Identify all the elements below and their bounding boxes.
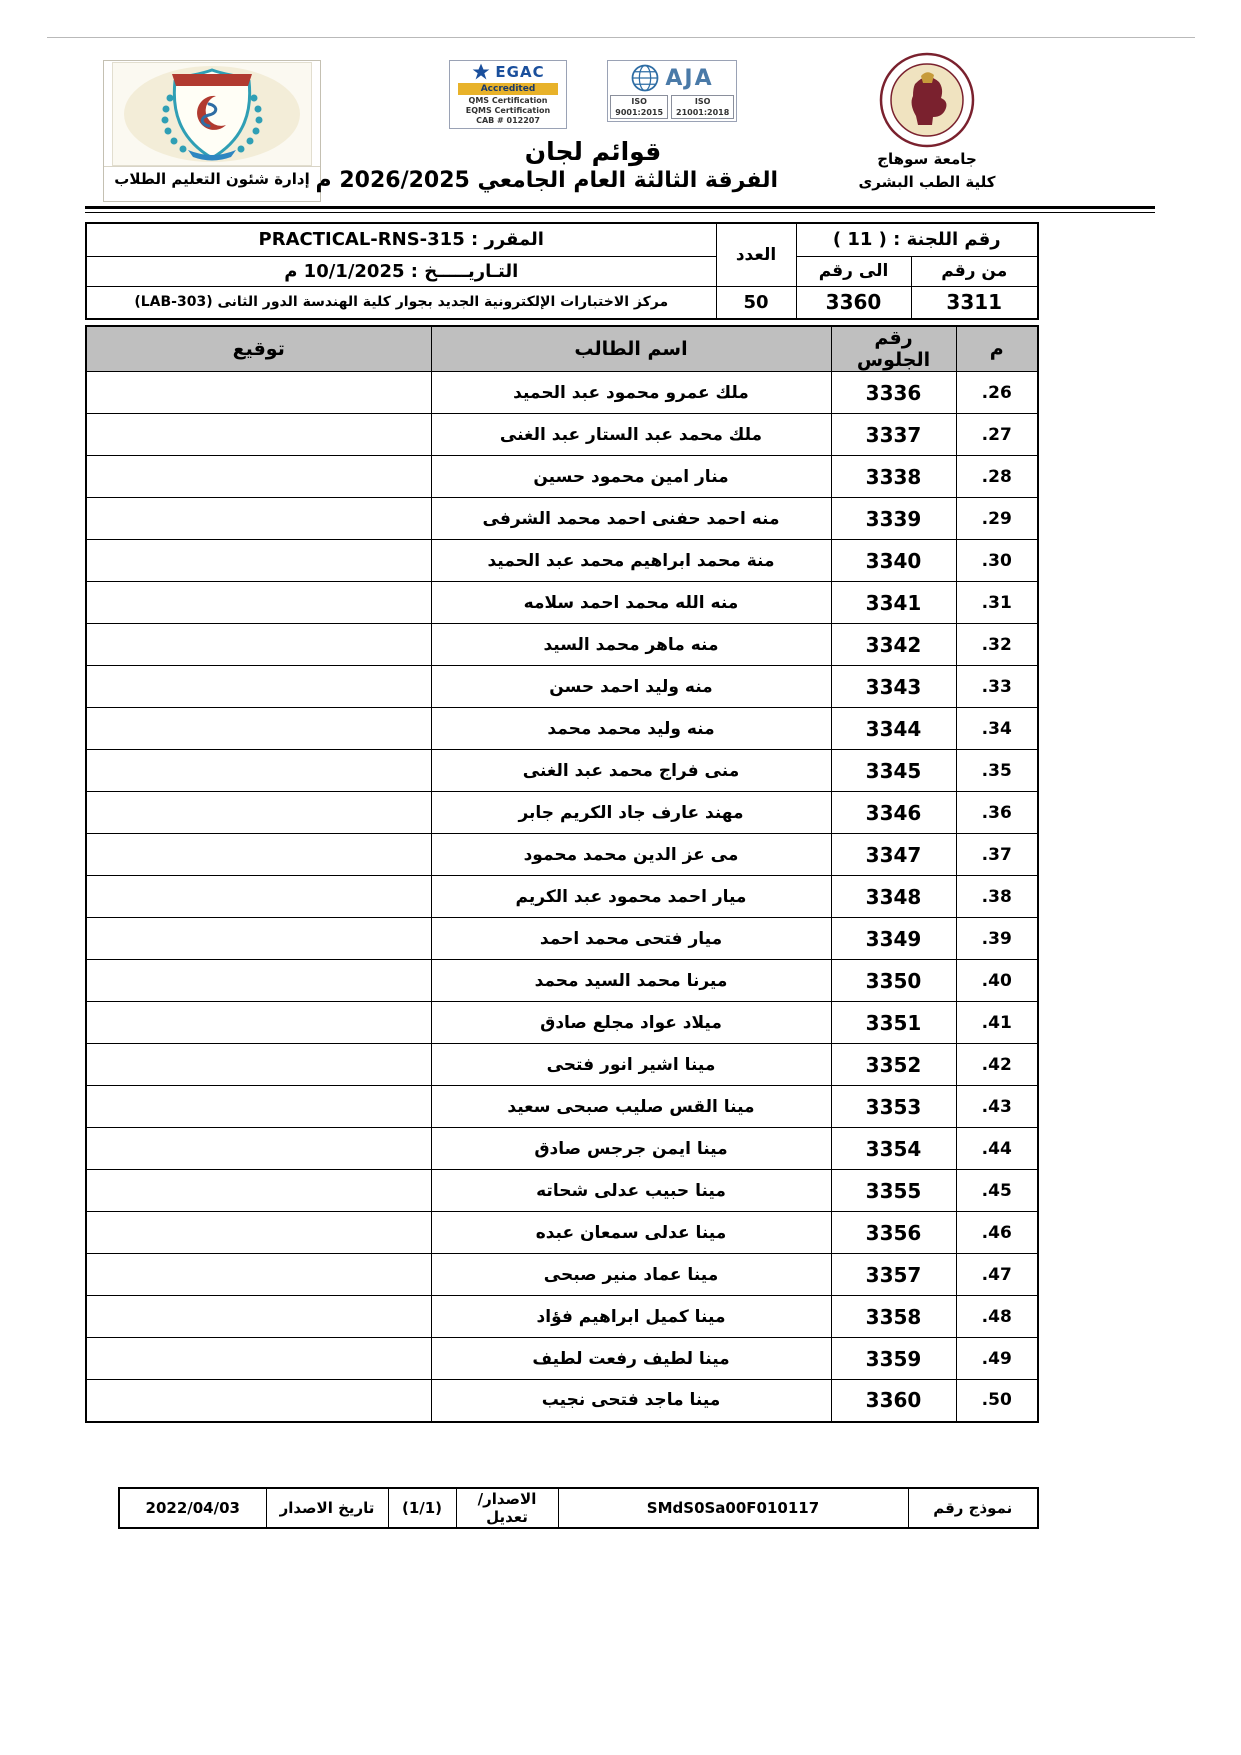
table-row <box>86 918 1038 960</box>
table-row <box>86 1338 1038 1380</box>
faculty-of-medicine-logo-icon <box>112 62 312 166</box>
egac-cert-line: EQMS Certification <box>465 106 551 115</box>
signature-cell <box>86 414 431 456</box>
egac-star-icon <box>471 62 491 82</box>
table-row <box>86 792 1038 834</box>
seat-number-cell: 3357 <box>831 1254 956 1296</box>
student-name-cell: منه وليد احمد حسن <box>431 666 831 708</box>
egac-certification-badge <box>449 60 567 129</box>
issue-date-label-cell: تاريخ الاصدار <box>266 1488 388 1528</box>
revision-label-cell: الاصدار/تعديل <box>456 1488 558 1528</box>
table-row <box>86 1044 1038 1086</box>
index-cell: 27. <box>956 414 1038 456</box>
table-row <box>86 1002 1038 1044</box>
table-row <box>86 1170 1038 1212</box>
signature-cell <box>86 1002 431 1044</box>
signature-cell <box>86 582 431 624</box>
seat-number-cell: 3348 <box>831 876 956 918</box>
page-title: قوائم لجان <box>524 137 662 166</box>
certification-badges <box>408 60 778 130</box>
seat-number-cell: 3347 <box>831 834 956 876</box>
footer-form-table <box>118 1487 1039 1529</box>
aja-certification-badge <box>607 60 737 122</box>
seat-number-cell: 3341 <box>831 582 956 624</box>
index-cell: 28. <box>956 456 1038 498</box>
index-cell: 39. <box>956 918 1038 960</box>
seat-number-cell: 3336 <box>831 372 956 414</box>
student-name-cell: مينا ماجد فتحى نجيب <box>431 1380 831 1422</box>
seat-number-cell: 3352 <box>831 1044 956 1086</box>
table-row <box>86 1296 1038 1338</box>
signature-cell <box>86 1128 431 1170</box>
aja-iso-21001-label: ISO 21001:2018 <box>671 95 734 119</box>
table-row <box>86 750 1038 792</box>
table-row <box>86 498 1038 540</box>
department-caption: إدارة شئون التعليم الطلاب <box>104 166 320 188</box>
index-cell: 32. <box>956 624 1038 666</box>
faculty-name: كلية الطب البشرى <box>858 172 996 191</box>
signature-cell <box>86 750 431 792</box>
to-number-label-cell: الى رقم <box>796 256 911 286</box>
seat-number-cell: 3354 <box>831 1128 956 1170</box>
index-cell: 35. <box>956 750 1038 792</box>
student-name-cell: ميار احمد محمود عبد الكريم <box>431 876 831 918</box>
to-number-value-cell: 3360 <box>796 286 911 319</box>
table-row <box>86 834 1038 876</box>
signature-cell <box>86 372 431 414</box>
students-table <box>85 325 1039 1423</box>
sohag-university-logo-icon <box>879 52 975 148</box>
student-name-cell: مينا عماد منير صبحى <box>431 1254 831 1296</box>
index-cell: 49. <box>956 1338 1038 1380</box>
student-name-cell: منه وليد محمد محمد <box>431 708 831 750</box>
count-value-cell: 50 <box>716 286 796 319</box>
signature-cell <box>86 1296 431 1338</box>
seat-number-cell: 3344 <box>831 708 956 750</box>
table-row <box>86 372 1038 414</box>
table-row <box>86 1254 1038 1296</box>
student-name-cell: مى عز الدين محمد محمود <box>431 834 831 876</box>
seat-number-cell: 3359 <box>831 1338 956 1380</box>
index-cell: 38. <box>956 876 1038 918</box>
faculty-logo-block <box>103 60 321 202</box>
student-name-cell: منار امين محمود حسين <box>431 456 831 498</box>
table-row <box>86 1128 1038 1170</box>
seat-number-cell: 3339 <box>831 498 956 540</box>
exam-location-cell: مركز الاختبارات الإلكترونية الجديد بجوار كلية الهندسة الدور الثانى (LAB-303) <box>86 286 716 319</box>
signature-cell <box>86 624 431 666</box>
seat-number-cell: 3337 <box>831 414 956 456</box>
seat-number-cell: 3350 <box>831 960 956 1002</box>
student-name-cell: ملك محمد عبد الستار عبد الغنى <box>431 414 831 456</box>
university-logo-block <box>852 52 1002 193</box>
table-row <box>86 1380 1038 1422</box>
committee-number-cell: رقم اللجنة : ( 11 ) <box>796 223 1038 256</box>
table-row <box>86 456 1038 498</box>
index-cell: 50. <box>956 1380 1038 1422</box>
student-name-cell: مينا ايمن جرجس صادق <box>431 1128 831 1170</box>
seat-number-cell: 3338 <box>831 456 956 498</box>
index-cell: 42. <box>956 1044 1038 1086</box>
index-cell: 29. <box>956 498 1038 540</box>
student-name-cell: ملك عمرو محمود عبد الحميد <box>431 372 831 414</box>
signature-cell <box>86 1086 431 1128</box>
index-cell: 36. <box>956 792 1038 834</box>
student-name-cell: مهند عارف جاد الكريم جابر <box>431 792 831 834</box>
index-cell: 26. <box>956 372 1038 414</box>
seat-number-cell: 3349 <box>831 918 956 960</box>
table-row <box>86 666 1038 708</box>
table-row <box>86 582 1038 624</box>
signature-cell <box>86 708 431 750</box>
table-row <box>86 540 1038 582</box>
seat-number-cell: 3346 <box>831 792 956 834</box>
signature-cell <box>86 456 431 498</box>
seat-number-cell: 3353 <box>831 1086 956 1128</box>
student-name-cell: منة محمد ابراهيم محمد عبد الحميد <box>431 540 831 582</box>
table-row <box>86 960 1038 1002</box>
seat-number-cell: 3340 <box>831 540 956 582</box>
student-name-cell: مينا حبيب عدلى شحاته <box>431 1170 831 1212</box>
seat-number-cell: 3343 <box>831 666 956 708</box>
table-row <box>86 876 1038 918</box>
header-divider <box>85 206 1155 213</box>
signature-cell <box>86 666 431 708</box>
header-signature: توقيع <box>86 326 431 372</box>
aja-name: AJA <box>665 65 714 91</box>
student-table-body <box>86 372 1038 1422</box>
signature-cell <box>86 1212 431 1254</box>
from-number-label-cell: من رقم <box>911 256 1038 286</box>
table-row <box>86 1212 1038 1254</box>
seat-number-cell: 3360 <box>831 1380 956 1422</box>
students-table-header-row <box>86 326 1038 372</box>
egac-name: EGAC <box>495 63 545 81</box>
table-row <box>86 624 1038 666</box>
student-name-cell: مينا اشير انور فتحى <box>431 1044 831 1086</box>
index-cell: 43. <box>956 1086 1038 1128</box>
student-name-cell: ميرنا محمد السيد محمد <box>431 960 831 1002</box>
issue-date-value-cell: 2022/04/03 <box>119 1488 266 1528</box>
signature-cell <box>86 1254 431 1296</box>
seat-number-cell: 3342 <box>831 624 956 666</box>
signature-cell <box>86 1170 431 1212</box>
egac-accredited-ribbon: Accredited <box>458 83 558 95</box>
aja-iso-9001-label: ISO 9001:2015 <box>610 95 668 119</box>
signature-cell <box>86 1338 431 1380</box>
table-row <box>86 708 1038 750</box>
student-name-cell: مينا لطيف رفعت لطيف <box>431 1338 831 1380</box>
signature-cell <box>86 1380 431 1422</box>
student-name-cell: منى فراج محمد عبد الغنى <box>431 750 831 792</box>
revision-value-cell: (1/1) <box>388 1488 456 1528</box>
seat-number-cell: 3351 <box>831 1002 956 1044</box>
header-student-name: اسم الطالب <box>431 326 831 372</box>
index-cell: 37. <box>956 834 1038 876</box>
page-subtitle: الفرقة الثالثة العام الجامعي 2026/2025 م <box>315 168 778 193</box>
form-number-label-cell: نموذج رقم <box>908 1488 1038 1528</box>
seat-number-cell: 3358 <box>831 1296 956 1338</box>
form-number-value-cell: SMdS0Sa00F010117 <box>558 1488 908 1528</box>
header-index: م <box>956 326 1038 372</box>
index-cell: 45. <box>956 1170 1038 1212</box>
course-cell: المقرر : PRACTICAL-RNS-315 <box>86 223 716 256</box>
student-name-cell: مينا القس صليب صبحى سعيد <box>431 1086 831 1128</box>
signature-cell <box>86 498 431 540</box>
student-name-cell: منه ماهر محمد السيد <box>431 624 831 666</box>
page-top-edge <box>47 37 1195 38</box>
count-label-cell: العدد <box>716 223 796 286</box>
index-cell: 40. <box>956 960 1038 1002</box>
student-name-cell: مينا كميل ابراهيم فؤاد <box>431 1296 831 1338</box>
footer-row <box>119 1488 1038 1528</box>
index-cell: 47. <box>956 1254 1038 1296</box>
committee-info-table <box>85 222 1039 320</box>
info-row <box>86 286 1038 319</box>
index-cell: 33. <box>956 666 1038 708</box>
signature-cell <box>86 1044 431 1086</box>
signature-cell <box>86 540 431 582</box>
exam-date-cell: التـاريـــــخ : 10/1/2025 م <box>86 256 716 286</box>
student-name-cell: ميار فتحى محمد احمد <box>431 918 831 960</box>
info-row <box>86 256 1038 286</box>
signature-cell <box>86 960 431 1002</box>
student-name-cell: منه احمد حفنى احمد محمد الشرفى <box>431 498 831 540</box>
index-cell: 31. <box>956 582 1038 624</box>
student-name-cell: مينا عدلى سمعان عبده <box>431 1212 831 1254</box>
header-seat-number: رقم الجلوس <box>831 326 956 372</box>
student-name-cell: ميلاد عواد مجلع صادق <box>431 1002 831 1044</box>
index-cell: 44. <box>956 1128 1038 1170</box>
egac-cab-number: CAB # 012207 <box>476 116 540 125</box>
university-name: جامعة سوهاج <box>877 150 977 168</box>
table-row <box>86 414 1038 456</box>
info-row <box>86 223 1038 256</box>
index-cell: 48. <box>956 1296 1038 1338</box>
index-cell: 30. <box>956 540 1038 582</box>
signature-cell <box>86 918 431 960</box>
index-cell: 46. <box>956 1212 1038 1254</box>
header-center <box>315 60 778 193</box>
index-cell: 34. <box>956 708 1038 750</box>
egac-cert-line: QMS Certification <box>468 96 548 105</box>
signature-cell <box>86 834 431 876</box>
signature-cell <box>86 792 431 834</box>
index-cell: 41. <box>956 1002 1038 1044</box>
aja-globe-icon <box>630 63 660 93</box>
from-number-value-cell: 3311 <box>911 286 1038 319</box>
student-name-cell: منه الله محمد احمد سلامه <box>431 582 831 624</box>
table-row <box>86 1086 1038 1128</box>
seat-number-cell: 3356 <box>831 1212 956 1254</box>
seat-number-cell: 3345 <box>831 750 956 792</box>
signature-cell <box>86 876 431 918</box>
seat-number-cell: 3355 <box>831 1170 956 1212</box>
